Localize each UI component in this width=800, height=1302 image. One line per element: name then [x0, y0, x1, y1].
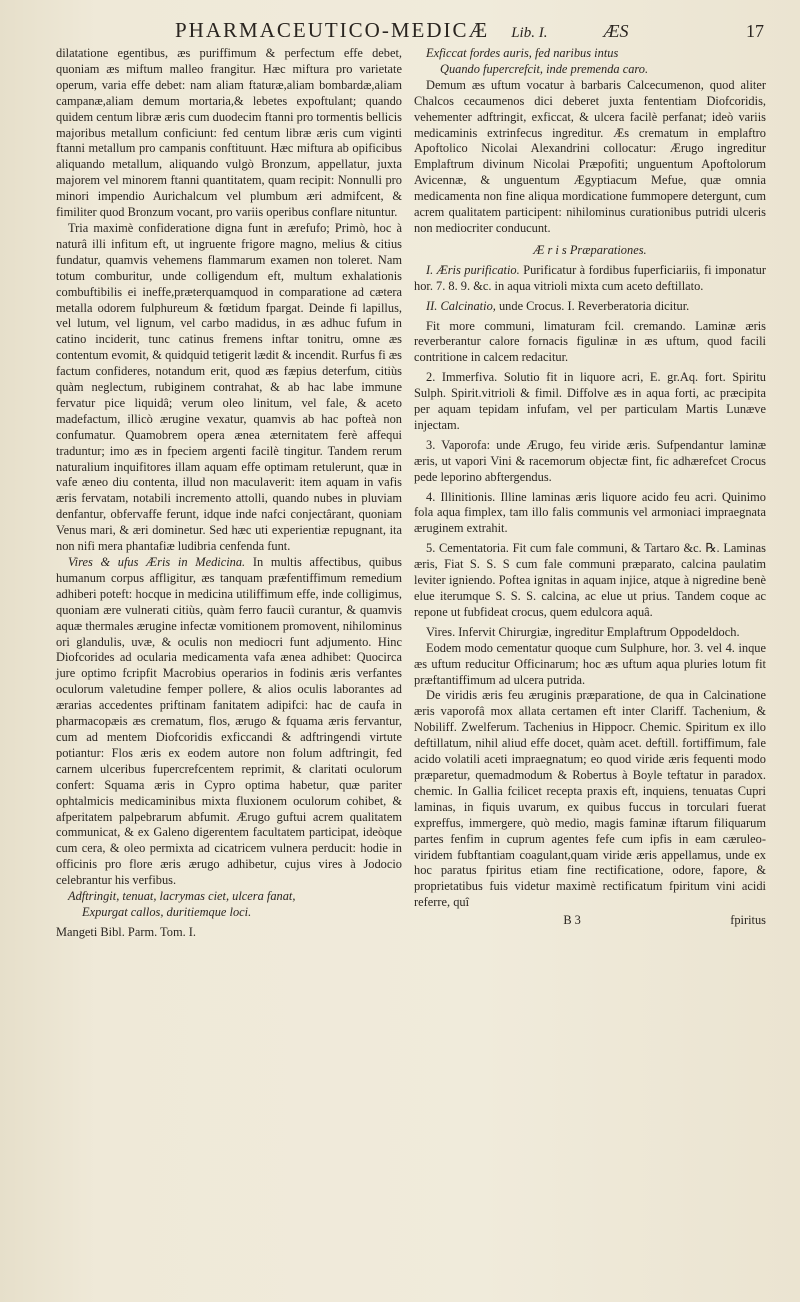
- right-column: [414, 46, 766, 929]
- header-book-number: Lib. I.: [511, 25, 548, 41]
- verse-line: Exficcat fordes auris, fed naribus intus: [426, 46, 619, 60]
- footer-signature: Mangeti Bibl. Parm. Tom. I.: [56, 924, 197, 939]
- header-section: ÆS: [603, 21, 629, 41]
- item-text: unde Crocus. I. Reverberatoria dicitur.: [498, 298, 690, 313]
- preparation-item: 4. Illinitionis. Illine laminas æris liquore acido feu acri. Quinimo fola aqua fimplex, tam illo falis communis vel armoniaci impraegnata æruginem extrahit.: [414, 489, 766, 536]
- paragraph-text: In multis affectibus, quibus humanum corpus affligitur, æs tanquam præfentiffimum remedium adhiberi poteft: hocque in medicina utiliffimum effe, inde colligimus, quoniam ære vulnerati citiùs, quàm ferro fauciì curantur, & quamvis aquæ thermales ærugine infectæ vomitionem promovent, nihilominus ori glandulis, uvæ, & oculis non mediocri funt adjumento. Hinc Diofcorides ad ocularia medicamenta vafa ænea adhibet: Quocirca jure optimo fcripfit Macrobius operarios in fodinis æris verfantes oculorum valetudine femper pollere, & alios oculis laborantes ad ærarias accedentes priftinam fanitatem adipifci: hac de caufa in pharmacopæis æs crematum, flos, ærugo & fquama æris fervantur, cum ad mentem Diofcoridis exficcandi & adftringendi virtute potiantur: Flos æris ex eodem autore non folum adftringit, fed carnem ulceribus fupercrefcentem reprimit, & claritati oculorum confert: Squama æris in Cypro optima habetur, quæ pariter ophtalmicis medicaminibus mixta fluxionem oculorum cohibet, & afperitatem palpebrarum abfumit. Ærugo guftui acrem qualitatem communicat, & ex Galeno digerentem facultatem participat, ideòque cum cera, & oleo permixta ad cicatricem vulnera perducit: hodie in officinis pro flore æris ærugo adhibetur, cujus vires à Jodocio celebrantur his verfibus.: [56, 555, 403, 888]
- section-heading: Vires & ufus Æris in Medicina.: [68, 555, 246, 569]
- paragraph: Tria maximè confideratione digna funt in ærefufo; Primò, hoc à naturâ illi infitum eft, ut ingruente frigore magno, melius & citius fundatur, quamvis vehemens flammarum examen non toleret. Nam totum comburitur, unde colligendum eft, multum exhalationis combuftibilis ei ineffe,præterquamquod in comparatione ad cætera metalla odorem fulphureum & fœtidum fpargat. Deinde fi lapillus, vel lutum, vel lignum, vel carbo madidus, in æs adhuc fufum in catino inciderit, tunc catinus fremens inftar tonitru, omne æs contentum evomit, & quidquid tetigerit lædit & incendit. Rurfus fi æs factum confideres, notandum erit, quod æs fæpius deterfum, citiùs quàm neglectum, rubiginem contrahat, & ab hac labe immune fervatur pice liquidâ; verum oleo linitum, vel fale, & aceto madefactum, illicò ærugine vexatur, quamvis ab hac pofteà non confumatur. Quamobrem opera ænea æternitatem ferè affequi traduntur; imo æs in fpeciem argenti facilè tingitur. Tandem rerum naturalium inquifitores illam aquam effe optimam retulerunt, quæ in vafe æneo diu contenta, illud non maculaverit: item aquam in vafis æris fervatam, notabili incremento attolli, quando nubes in pluviam denfantur, obfervaffe ferunt, idque inde nafci conjectârant, quoniam Venus mari, & æri dominetur. Sed hæc uti experientiæ repugnant, ita non nifi mera phantafiæ ludibria cenfenda funt.: [56, 220, 402, 554]
- running-header: [175, 18, 764, 48]
- preparation-item: 3. Vaporofa: unde Ærugo, feu viride æris. Sufpendantur laminæ æris, ut vapori Vini & racemorum objectæ fint, fic adhærefcet Crocus pede leporino abftergendus.: [414, 437, 766, 484]
- preparation-item: Fit more communi, limaturam fcil. cremando. Laminæ æris reverberantur calore fornacis figulinæ in æs uftum, quod facili contritione in calcem redacitur.: [414, 318, 766, 365]
- preparation-item: [414, 299, 766, 315]
- signature-mark: B 3: [563, 913, 581, 928]
- catchword: fpiritus: [730, 913, 766, 928]
- item-heading: II. Calcinatio,: [426, 298, 496, 313]
- section-heading: Æ r i s Præparationes.: [533, 242, 647, 257]
- header-title: PHARMACEUTICO-MEDICÆ: [175, 18, 490, 42]
- item-text: Purificatur à fordibus fuperficiariis, fi imponatur hor. 7. 8. 9. &c. in aqua vitrioli mixta cum aceto deftillato.: [414, 262, 766, 293]
- verse-line: Expurgat callos, duritiemque loci.: [82, 904, 252, 919]
- item-heading: I. Æris purificatio.: [426, 262, 520, 277]
- preparation-item: [414, 263, 766, 295]
- paragraph: dilatatione egentibus, æs puriffimum & perfectum effe debet, quoniam æs miftum malleo frangitur. Hæc miftura pro varietate operum, varia effe debet: nam aliam ftaturæ,aliam bombardæ,aliam campanæ,aliam demum mortaria,& lebetes expoftulant; quando quidem centum libræ æris cum duodecim ftanni pro tormentis bellicis majoribus metallum conficiunt: fed centum libræ æris cum viginti ftanni metallum pro campanis conftituunt. Hæc miftura ab opificibus aliquando metallum, aliquando vulgò Bronzum, appellatur, juxta majorem vel minorem ftanni quantitatem, quam recipit: Nonnulli pro minori impendio Aurichalcum vel plumbum æri admifcent, & fimiliter quod Bronzum vocant, pro variis operibus conflare nituntur.: [56, 46, 402, 220]
- preparation-item: 2. Immerfiva. Solutio fit in liquore acri, E. gr.Aq. fort. Spiritu Sulph. Spirit.vitrioli & fimil. Diffolve æs in aqua forti, ac præcipita per aquam tepidam infufam, vel per particulam Martis Lunæve injectam.: [414, 370, 766, 432]
- paragraph-vires: [56, 555, 402, 889]
- verse-line: Quando fupercrefcit, inde premenda caro.: [440, 61, 649, 76]
- paragraph: Demum æs uftum vocatur à barbaris Calcecumenon, quod aliter Chalcos cecaumenos dici deberet juxta fententiam Diofcoridis, vehementer adftringit, exficcat, & ulcera facilè perfanat; ideò variis medicaminis extrinfecus ingreditur. Æs crematum in emplaftro Apoftolico Nicolai Alexandrini collocatur: Ærugo ingreditur Emplaftrum divinum Nicolai Præpofiti; unguentum Apoftolorum Avicennæ, & unguentum Ægyptiacum Mefue, quæ omnia medicamenta non fine aliqua mordicatione fummopere detergunt, cum acrem qualitatem participent: nihilominus curationibus putridi ulceris non mediocriter conducunt.: [414, 77, 766, 235]
- verse-line: Adftringit, tenuat, lacrymas ciet, ulcera fanat,: [68, 889, 296, 904]
- paragraph: Eodem modo cementatur quoque cum Sulphure, hor. 3. vel 4. inque æs uftum reducitur Officinarum; hoc æs uftum aqua pluries lotum fit præftantiffimum ad ulcera putrida.: [414, 640, 766, 687]
- preparation-item: 5. Cementatoria. Fit cum fale communi, & Tartaro &c. ℞. Laminas æris, Fiat S. S. S cum fale communi præparato, calcina paulatim leviter igniendo. Poftea ignitas in aquam injice, atque à nigredine benè elue iterumque S. S. S. calcina, ac elue ut prius. Tandem coque ac repone ut fubfideat crocus, quem edulcora aquâ.: [414, 541, 766, 619]
- left-column: [56, 46, 402, 941]
- vires-note: Vires. Infervit Chirurgiæ, ingreditur Emplaftrum Oppodeldoch.: [426, 624, 740, 639]
- page-number: 17: [746, 21, 764, 41]
- signature-line: [414, 913, 766, 929]
- paragraph: De viridis æris feu æruginis præparatione, de qua in Calcinatione æris vaporofâ mox allata certamen eft inter Clariff. Tachenium, & Nobiliff. Zwelferum. Tachenius in Hippocr. Chemic. Spiritum ex illo deftillatum, nihil aliud effe docet, quàm acet. deftill. fortiffimum, fale acido volatili aceti impraegnatum; eo quod viride æris fequenti modo præparetur, quemadmodum & Robertus à Boyle teftatur in paradox. chemic. In Gallia fcilicet recepta praxis eft, inquiens, tenuatas Cupri laminas, in fiquis uvarum, ex quibus fuccus in torculari fuerat expreffus, immergere, quò medio, magis faminæ iftarum filiquarum partes fenfim in cuprum agentes fefe cum ipfis in eam cæruleo-viridem fubftantiam coagulant,quam viride æris appellamus, unde ex hoc paratus fpiritus etiam fine rectificatione, odore, fapore, & proprietatibus fuis videtur maximè rectificatum fpiritum vini acidi referre, quî: [414, 688, 766, 910]
